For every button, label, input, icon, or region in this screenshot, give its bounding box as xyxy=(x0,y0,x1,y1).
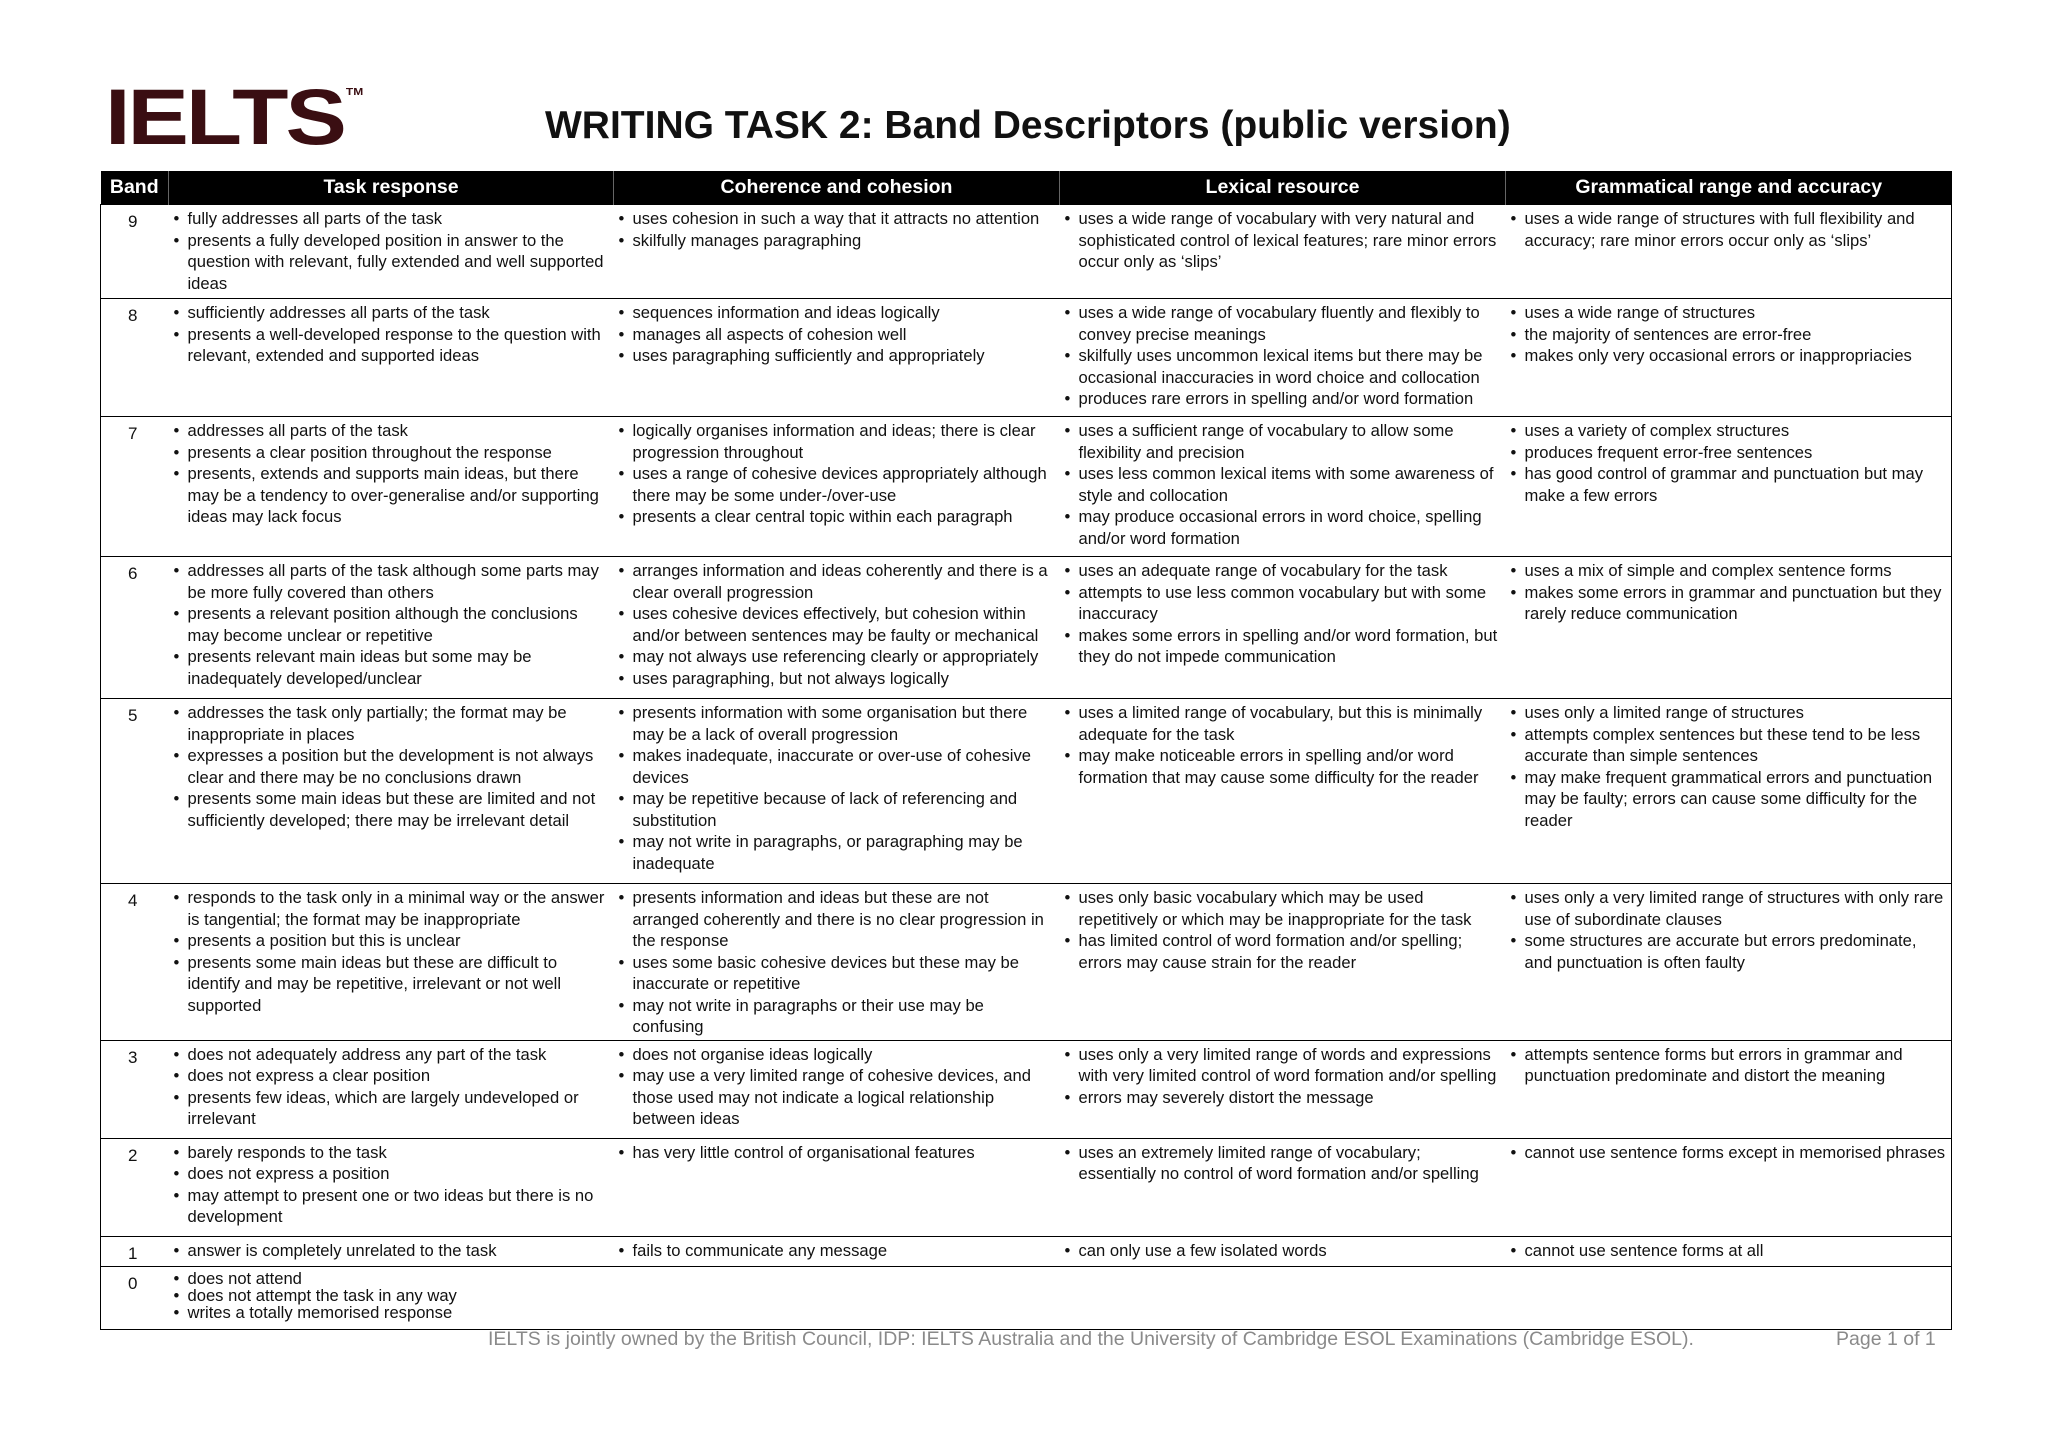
grammar-cell xyxy=(1506,557,1952,699)
coherence-list xyxy=(614,302,1056,367)
band-score: 7 xyxy=(101,417,169,557)
descriptor-item: • may make frequent grammatical errors and punctuation may be faulty; errors can cause some difficulty for the reader xyxy=(1506,767,1948,832)
descriptor-item: • may attempt to present one or two ideas but there is no development xyxy=(169,1185,610,1228)
task-response-list xyxy=(169,420,610,528)
lexical-cell xyxy=(1060,1138,1506,1236)
lexical-list xyxy=(1060,1044,1502,1109)
grammar-list xyxy=(1506,208,1948,251)
descriptor-item: • may not always use referencing clearly or appropriately xyxy=(614,646,1056,668)
grammar-list xyxy=(1506,420,1948,506)
table-row xyxy=(101,884,1952,1041)
descriptor-item: • presents a well-developed response to the question with relevant, extended and supported ideas xyxy=(169,324,610,367)
descriptor-item: • uses a limited range of vocabulary, but this is minimally adequate for the task xyxy=(1060,702,1502,745)
descriptor-item: • produces rare errors in spelling and/or word formation xyxy=(1060,388,1502,410)
table-row xyxy=(101,1236,1952,1267)
grammar-list xyxy=(1506,1240,1948,1262)
column-header-grammar: Grammatical range and accuracy xyxy=(1506,171,1952,205)
coherence-cell xyxy=(614,1040,1060,1138)
band-score: 0 xyxy=(101,1267,169,1330)
descriptor-item: • may make noticeable errors in spelling and/or word formation that may cause some difficulty for the reader xyxy=(1060,745,1502,788)
task-response-list xyxy=(169,702,610,831)
descriptor-item: • uses a wide range of structures xyxy=(1506,302,1948,324)
grammar-cell xyxy=(1506,417,1952,557)
descriptor-item: • uses a variety of complex structures xyxy=(1506,420,1948,442)
coherence-list xyxy=(614,560,1056,689)
coherence-cell xyxy=(614,884,1060,1041)
descriptor-item: • presents a clear position throughout the response xyxy=(169,442,610,464)
descriptor-item: • uses only basic vocabulary which may be used repetitively or which may be inappropriate for the task xyxy=(1060,887,1502,930)
descriptor-item: • uses an extremely limited range of vocabulary; essentially no control of word formation and/or spelling xyxy=(1060,1142,1502,1185)
descriptor-item: • uses a wide range of vocabulary with very natural and sophisticated control of lexical features; rare minor errors occur only as ‘slips’ xyxy=(1060,208,1502,273)
descriptor-item: • uses only a very limited range of words and expressions with very limited control of word formation and/or spelling xyxy=(1060,1044,1502,1087)
descriptor-item: • uses some basic cohesive devices but these may be inaccurate or repetitive xyxy=(614,952,1056,995)
coherence-cell xyxy=(614,1138,1060,1236)
descriptor-item: • may use a very limited range of cohesive devices, and those used may not indicate a logical relationship between ideas xyxy=(614,1065,1056,1130)
band-score: 1 xyxy=(101,1236,169,1267)
descriptor-item: • has very little control of organisational features xyxy=(614,1142,1056,1164)
logo-trademark: TM xyxy=(345,85,364,98)
descriptor-item: • skilfully manages paragraphing xyxy=(614,230,1056,252)
grammar-cell xyxy=(1506,884,1952,1041)
task-response-list xyxy=(169,302,610,367)
table-row xyxy=(101,1040,1952,1138)
task-response-cell xyxy=(169,884,614,1041)
descriptor-item: • uses a mix of simple and complex sentence forms xyxy=(1506,560,1948,582)
task-response-cell xyxy=(169,1267,614,1330)
table-row xyxy=(101,205,1952,299)
descriptor-item: • uses only a limited range of structures xyxy=(1506,702,1948,724)
task-response-list xyxy=(169,1044,610,1130)
lexical-cell xyxy=(1060,1267,1506,1330)
descriptor-item: • sufficiently addresses all parts of the task xyxy=(169,302,610,324)
descriptor-item: • may not write in paragraphs, or paragraphing may be inadequate xyxy=(614,831,1056,874)
task-response-list xyxy=(169,1270,610,1321)
descriptor-item: • attempts complex sentences but these tend to be less accurate than simple sentences xyxy=(1506,724,1948,767)
table-row xyxy=(101,417,1952,557)
descriptor-item: • does not attend xyxy=(169,1270,610,1287)
lexical-cell xyxy=(1060,699,1506,884)
descriptor-item: • uses an adequate range of vocabulary for the task xyxy=(1060,560,1502,582)
descriptor-item: • responds to the task only in a minimal way or the answer is tangential; the format may be inappropriate xyxy=(169,887,610,930)
column-header-band: Band xyxy=(101,171,169,205)
grammar-cell xyxy=(1506,299,1952,417)
descriptor-item: • expresses a position but the development is not always clear and there may be no conclusions drawn xyxy=(169,745,610,788)
lexical-list xyxy=(1060,887,1502,973)
descriptor-item: • answer is completely unrelated to the task xyxy=(169,1240,610,1262)
task-response-list xyxy=(169,560,610,689)
task-response-cell xyxy=(169,1236,614,1267)
lexical-list xyxy=(1060,1142,1502,1185)
descriptor-item: • uses a sufficient range of vocabulary to allow some flexibility and precision xyxy=(1060,420,1502,463)
grammar-list xyxy=(1506,302,1948,367)
coherence-list xyxy=(614,1240,1056,1262)
descriptor-item: • presents information with some organisation but there may be a lack of overall progression xyxy=(614,702,1056,745)
grammar-cell xyxy=(1506,205,1952,299)
descriptor-item: • makes inadequate, inaccurate or over-use of cohesive devices xyxy=(614,745,1056,788)
table-row xyxy=(101,1267,1952,1330)
lexical-cell xyxy=(1060,557,1506,699)
task-response-cell xyxy=(169,1138,614,1236)
task-response-list xyxy=(169,887,610,1016)
descriptor-item: • does not express a position xyxy=(169,1163,610,1185)
coherence-list xyxy=(614,1044,1056,1130)
lexical-list xyxy=(1060,702,1502,788)
descriptor-item: • has good control of grammar and punctuation but may make a few errors xyxy=(1506,463,1948,506)
grammar-list xyxy=(1506,1044,1948,1087)
lexical-cell xyxy=(1060,1236,1506,1267)
grammar-cell xyxy=(1506,699,1952,884)
column-header-coherence: Coherence and cohesion xyxy=(614,171,1060,205)
descriptor-item: • uses paragraphing sufficiently and appropriately xyxy=(614,345,1056,367)
descriptor-item: • attempts to use less common vocabulary but with some inaccuracy xyxy=(1060,582,1502,625)
descriptor-item: • presents a fully developed position in answer to the question with relevant, fully extended and well supported ideas xyxy=(169,230,610,295)
coherence-cell xyxy=(614,299,1060,417)
table-row xyxy=(101,299,1952,417)
descriptor-item: • presents few ideas, which are largely undeveloped or irrelevant xyxy=(169,1087,610,1130)
lexical-list xyxy=(1060,420,1502,549)
descriptor-item: • uses cohesive devices effectively, but cohesion within and/or between sentences may be faulty or mechanical xyxy=(614,603,1056,646)
table-row xyxy=(101,557,1952,699)
descriptor-item: • uses a range of cohesive devices appropriately although there may be some under-/over-use xyxy=(614,463,1056,506)
descriptor-item: • does not adequately address any part of the task xyxy=(169,1044,610,1066)
grammar-cell xyxy=(1506,1040,1952,1138)
band-score: 4 xyxy=(101,884,169,1041)
task-response-list xyxy=(169,1142,610,1228)
descriptor-item: • presents a relevant position although the conclusions may become unclear or repetitive xyxy=(169,603,610,646)
descriptor-item: • manages all aspects of cohesion well xyxy=(614,324,1056,346)
band-score: 3 xyxy=(101,1040,169,1138)
coherence-list xyxy=(614,208,1056,251)
descriptor-item: • addresses the task only partially; the format may be inappropriate in places xyxy=(169,702,610,745)
descriptor-item: • presents relevant main ideas but some may be inadequately developed/unclear xyxy=(169,646,610,689)
descriptor-item: • can only use a few isolated words xyxy=(1060,1240,1502,1262)
column-header-task-response: Task response xyxy=(169,171,614,205)
descriptor-item: • some structures are accurate but errors predominate, and punctuation is often faulty xyxy=(1506,930,1948,973)
descriptor-item: • attempts sentence forms but errors in grammar and punctuation predominate and distort the meaning xyxy=(1506,1044,1948,1087)
descriptor-item: • cannot use sentence forms except in memorised phrases xyxy=(1506,1142,1948,1164)
lexical-cell xyxy=(1060,1040,1506,1138)
grammar-list xyxy=(1506,1142,1948,1164)
descriptor-item: • addresses all parts of the task xyxy=(169,420,610,442)
coherence-cell xyxy=(614,205,1060,299)
band-score: 6 xyxy=(101,557,169,699)
band-descriptors-table xyxy=(100,171,1952,1330)
descriptor-item: • makes some errors in grammar and punctuation but they rarely reduce communication xyxy=(1506,582,1948,625)
grammar-cell xyxy=(1506,1236,1952,1267)
descriptor-item: • may produce occasional errors in word choice, spelling and/or word formation xyxy=(1060,506,1502,549)
descriptor-item: • presents some main ideas but these are difficult to identify and may be repetitive, irrelevant or not well supported xyxy=(169,952,610,1017)
logo-text: IELTS xyxy=(105,73,344,162)
column-header-lexical: Lexical resource xyxy=(1060,171,1506,205)
band-score: 8 xyxy=(101,299,169,417)
descriptor-item: • arranges information and ideas coherently and there is a clear overall progression xyxy=(614,560,1056,603)
descriptor-item: • fully addresses all parts of the task xyxy=(169,208,610,230)
descriptor-item: • barely responds to the task xyxy=(169,1142,610,1164)
table-body xyxy=(101,205,1952,1330)
band-score: 2 xyxy=(101,1138,169,1236)
descriptor-item: • makes some errors in spelling and/or word formation, but they do not impede communication xyxy=(1060,625,1502,668)
table-row xyxy=(101,1138,1952,1236)
descriptor-item: • fails to communicate any message xyxy=(614,1240,1056,1262)
descriptor-item: • the majority of sentences are error-free xyxy=(1506,324,1948,346)
descriptor-item: • presents, extends and supports main ideas, but there may be a tendency to over-generalise and/or supporting ideas may lack focus xyxy=(169,463,610,528)
lexical-list xyxy=(1060,1240,1502,1262)
lexical-cell xyxy=(1060,417,1506,557)
grammar-list xyxy=(1506,560,1948,625)
descriptor-item: • addresses all parts of the task although some parts may be more fully covered than others xyxy=(169,560,610,603)
coherence-cell xyxy=(614,557,1060,699)
descriptor-item: • errors may severely distort the message xyxy=(1060,1087,1502,1109)
lexical-list xyxy=(1060,208,1502,273)
descriptor-item: • may be repetitive because of lack of referencing and substitution xyxy=(614,788,1056,831)
descriptor-item: • uses a wide range of vocabulary fluently and flexibly to convey precise meanings xyxy=(1060,302,1502,345)
task-response-cell xyxy=(169,699,614,884)
descriptor-item: • presents information and ideas but these are not arranged coherently and there is no clear progression in the response xyxy=(614,887,1056,952)
descriptor-item: • skilfully uses uncommon lexical items but there may be occasional inaccuracies in word choice and collocation xyxy=(1060,345,1502,388)
page-title: WRITING TASK 2: Band Descriptors (public version) xyxy=(545,104,1511,147)
coherence-list xyxy=(614,1142,1056,1164)
descriptor-item: • presents a position but this is unclear xyxy=(169,930,610,952)
task-response-list xyxy=(169,208,610,294)
lexical-cell xyxy=(1060,205,1506,299)
descriptor-item: • does not express a clear position xyxy=(169,1065,610,1087)
coherence-list xyxy=(614,887,1056,1038)
task-response-cell xyxy=(169,1040,614,1138)
coherence-cell xyxy=(614,699,1060,884)
table-row xyxy=(101,699,1952,884)
task-response-cell xyxy=(169,299,614,417)
descriptor-item: • makes only very occasional errors or inappropriacies xyxy=(1506,345,1948,367)
grammar-cell xyxy=(1506,1267,1952,1330)
descriptor-item: • presents a clear central topic within each paragraph xyxy=(614,506,1056,528)
band-score: 9 xyxy=(101,205,169,299)
descriptor-item: • writes a totally memorised response xyxy=(169,1304,610,1321)
descriptor-item: • cannot use sentence forms at all xyxy=(1506,1240,1948,1262)
task-response-list xyxy=(169,1240,610,1262)
lexical-list xyxy=(1060,302,1502,410)
table-header-row xyxy=(101,171,1952,205)
coherence-cell xyxy=(614,1236,1060,1267)
descriptor-item: • produces frequent error-free sentences xyxy=(1506,442,1948,464)
grammar-list xyxy=(1506,702,1948,831)
lexical-cell xyxy=(1060,299,1506,417)
coherence-cell xyxy=(614,417,1060,557)
lexical-list xyxy=(1060,560,1502,668)
descriptor-item: • uses a wide range of structures with full flexibility and accuracy; rare minor errors occur only as ‘slips’ xyxy=(1506,208,1948,251)
grammar-list xyxy=(1506,887,1948,973)
descriptor-item: • uses cohesion in such a way that it attracts no attention xyxy=(614,208,1056,230)
coherence-list xyxy=(614,420,1056,528)
descriptor-item: • uses only a very limited range of structures with only rare use of subordinate clauses xyxy=(1506,887,1948,930)
descriptor-item: • presents some main ideas but these are limited and not sufficiently developed; there may be irrelevant detail xyxy=(169,788,610,831)
page-number: Page 1 of 1 xyxy=(1836,1328,1936,1350)
band-score: 5 xyxy=(101,699,169,884)
descriptor-item: • has limited control of word formation and/or spelling; errors may cause strain for the reader xyxy=(1060,930,1502,973)
lexical-cell xyxy=(1060,884,1506,1041)
descriptor-item: • sequences information and ideas logically xyxy=(614,302,1056,324)
descriptor-item: • logically organises information and ideas; there is clear progression throughout xyxy=(614,420,1056,463)
coherence-cell xyxy=(614,1267,1060,1330)
descriptor-item: • uses paragraphing, but not always logically xyxy=(614,668,1056,690)
task-response-cell xyxy=(169,557,614,699)
coherence-list xyxy=(614,702,1056,874)
descriptor-item: • may not write in paragraphs or their use may be confusing xyxy=(614,995,1056,1038)
task-response-cell xyxy=(169,205,614,299)
task-response-cell xyxy=(169,417,614,557)
grammar-cell xyxy=(1506,1138,1952,1236)
ielts-logo xyxy=(105,73,364,162)
descriptor-item: • uses less common lexical items with some awareness of style and collocation xyxy=(1060,463,1502,506)
descriptor-item: • does not attempt the task in any way xyxy=(169,1287,610,1304)
descriptor-item: • does not organise ideas logically xyxy=(614,1044,1056,1066)
footer-ownership-note: IELTS is jointly owned by the British Council, IDP: IELTS Australia and the University of Cambridge ESOL Examinations (Cambridge ESOL). xyxy=(488,1328,1694,1350)
